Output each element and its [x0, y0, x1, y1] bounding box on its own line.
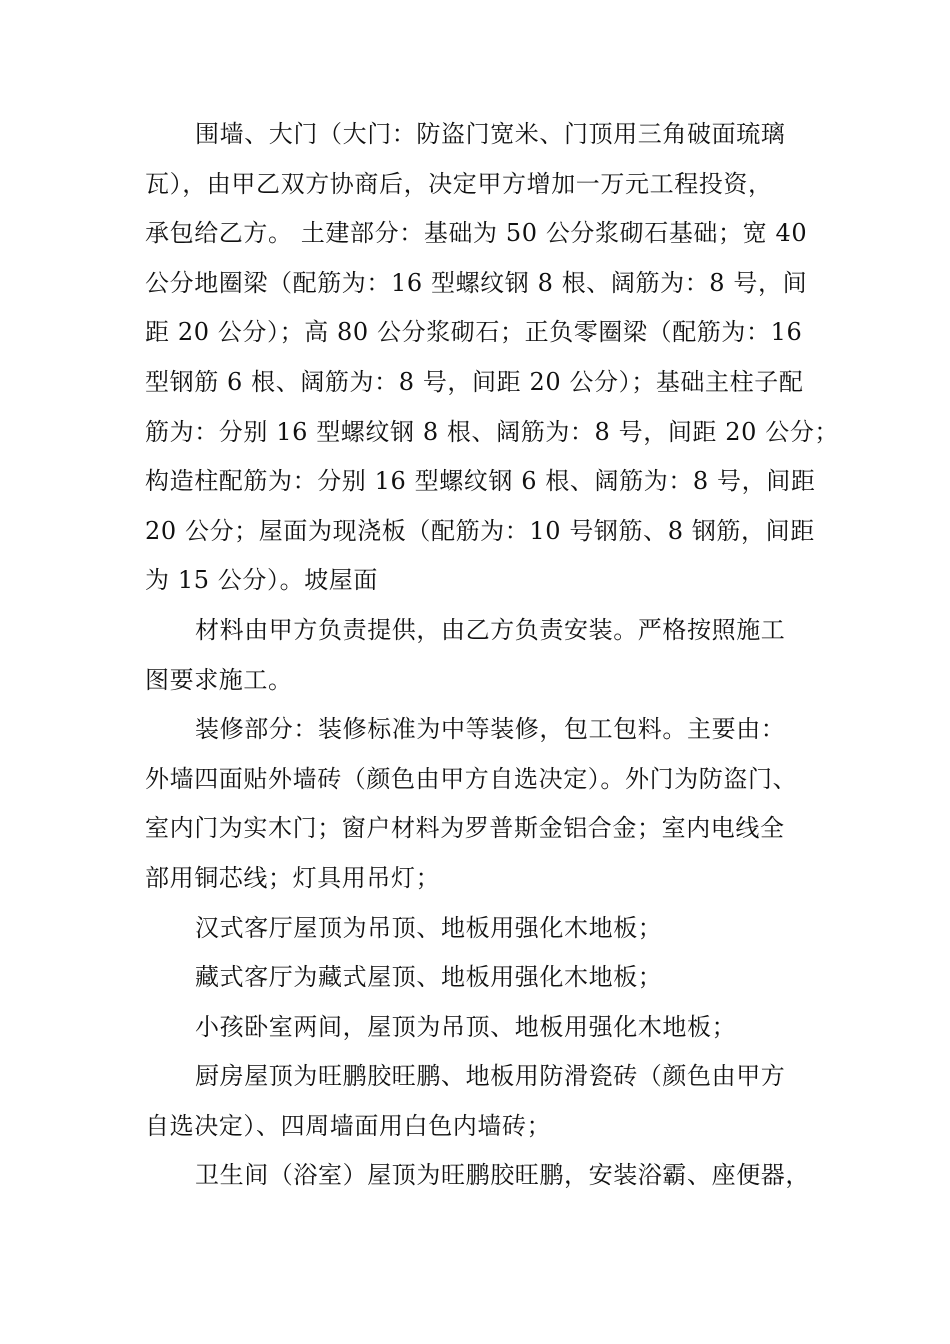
text-line: 室内门为实木门；窗户材料为罗普斯金铝合金；室内电线全 [145, 814, 785, 843]
text-line: 距 20 公分）；高 80 公分浆砌石；正负零圈梁（配筋为：16 [145, 318, 803, 347]
text-line: 部用铜芯线；灯具用吊灯； [145, 863, 441, 892]
paragraph-boundary-wall-civil-works [145, 110, 840, 606]
text-line: 卫生间（浴室）屋顶为旺鹏胶旺鹏，安装浴霸、座便器， [195, 1161, 810, 1190]
document-body [145, 110, 840, 1201]
text-line: 构造柱配筋为：分别 16 型螺纹钢 6 根、阔筋为：8 号，间距 [145, 467, 816, 496]
paragraph-tibetan-living-room [145, 953, 810, 1003]
text-line: 型钢筋 6 根、阔筋为：8 号，间距 20 公分）；基础主柱子配 [145, 367, 804, 396]
text-line: 装修部分：装修标准为中等装修，包工包料。主要由： [195, 715, 786, 744]
paragraph-han-living-room [145, 904, 810, 954]
text-line: 图要求施工。 [145, 665, 293, 694]
text-line: 外墙四面贴外墙砖（颜色由甲方自选决定）。外门为防盗门、 [145, 764, 798, 793]
text-line: 汉式客厅屋顶为吊顶、地板用强化木地板； [195, 913, 663, 942]
text-line: 筋为：分别 16 型螺纹钢 8 根、阔筋为：8 号，间距 20 公分； [145, 417, 840, 446]
text-line: 自选决定）、四周墙面用白色内墙砖； [145, 1111, 552, 1140]
text-line: 为 15 公分）。坡屋面 [145, 566, 378, 595]
text-line: 厨房屋顶为旺鹏胶旺鹏、地板用防滑瓷砖（颜色由甲方 [195, 1062, 786, 1091]
text-line: 围墙、大门（大门：防盗门宽米、门顶用三角破面琉璃 [195, 120, 786, 148]
text-line: 藏式客厅为藏式屋顶、地板用强化木地板； [195, 963, 663, 992]
paragraph-bathroom [145, 1151, 810, 1201]
paragraph-children-bedrooms [145, 1003, 810, 1053]
paragraph-decoration [145, 705, 810, 903]
text-line: 20 公分；屋面为现浇板（配筋为：10 号钢筋、8 钢筋，间距 [145, 516, 815, 545]
text-line: 公分地圈梁（配筋为：16 型螺纹钢 8 根、阔筋为：8 号，间 [145, 268, 808, 297]
paragraph-kitchen [145, 1052, 810, 1151]
text-line: 小孩卧室两间，屋顶为吊顶、地板用强化木地板； [195, 1012, 737, 1041]
text-line: 瓦），由甲乙双方协商后，决定甲方增加一万元工程投资， [145, 169, 773, 198]
text-line: 承包给乙方。 土建部分：基础为 50 公分浆砌石基础；宽 40 [145, 219, 808, 248]
paragraph-materials [145, 606, 810, 705]
text-line: 材料由甲方负责提供，由乙方负责安装。严格按照施工 [195, 615, 786, 644]
